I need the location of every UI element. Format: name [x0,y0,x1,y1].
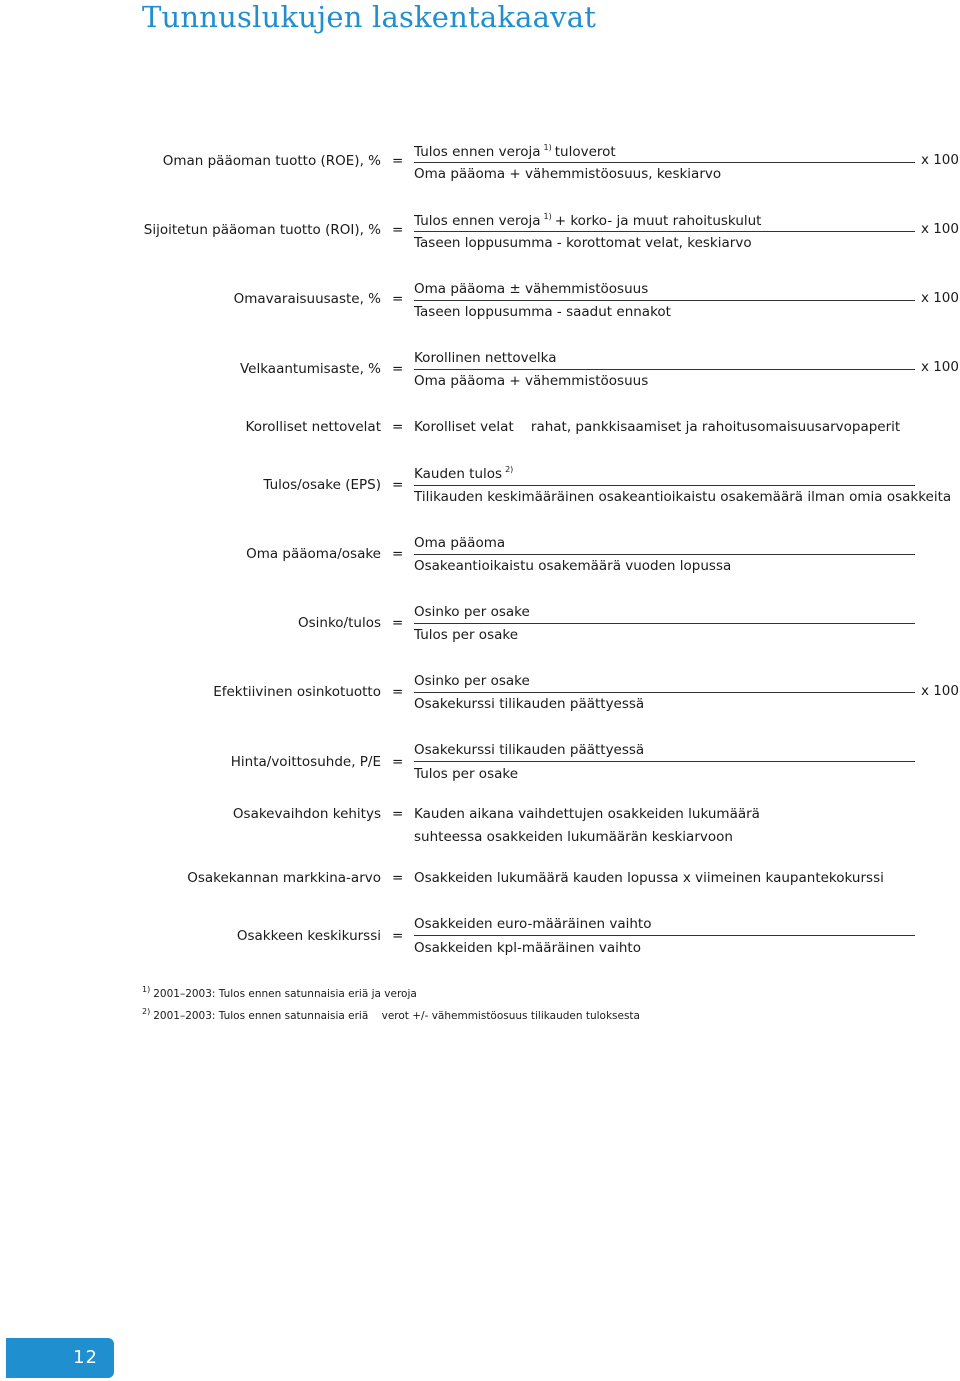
formula-label-gearing: Velkaantumisaste, % [239,361,381,377]
equals-sign: = [392,754,404,770]
formula-label-eps: Tulos/osake (EPS) [263,477,381,493]
equals-sign: = [392,222,404,238]
formula-label-payout: Osinko/tulos [297,615,381,631]
equals-sign: = [392,870,404,886]
formula-label-equity-per-share: Oma pääoma/osake [246,546,381,562]
formula-text-market-cap: Osakkeiden lukumäärä kauden lopussa x viimeinen kaupantekokurssi [414,870,884,886]
formula-label-market-cap: Osakekannan markkina-arvo [187,870,381,886]
multiplier: x 100 [920,683,959,699]
denominator-gearing: Oma pääoma + vähemmistöosuus [414,373,649,389]
equals-sign: = [392,615,404,631]
equals-sign: = [392,806,404,822]
equals-sign: = [392,684,404,700]
denominator-eps: Tilikauden keskimääräinen osakeantioikaistu osakemäärä ilman omia osakkeita [414,489,952,505]
fraction-bar [414,231,915,232]
footnote-text: 2001–2003: Tulos ennen satunnaisia eriä ja veroja [153,988,417,1000]
numerator-average-price: Osakkeiden euro-määräinen vaihto [414,916,652,932]
footnote-text: 2001–2003: Tulos ennen satunnaisia eriä verot +/- vähemmistöosuus tilikauden tuloksesta [153,1010,640,1022]
footnote-mark: 1) [142,985,151,994]
fraction-bar [414,369,915,370]
formula-label-pe: Hinta/voittosuhde, P/E [230,754,381,770]
numerator-gearing: Korollinen nettovelka [414,350,557,366]
denominator-payout: Tulos per osake [414,627,519,643]
numerator-text: + korko- ja muut rahoituskulut [554,213,762,229]
footnote-mark: 2) [142,1007,151,1016]
numerator-roe [414,143,616,160]
fraction-bar [414,554,915,555]
footnote-1 [142,985,417,1000]
formula-label-equity-ratio: Omavaraisuusaste, % [233,291,381,307]
equals-sign: = [392,928,404,944]
numerator-roi [414,212,761,229]
numerator-payout: Osinko per osake [414,604,530,620]
formula-text-net-debt: Korolliset velat rahat, pankkisaamiset ja rahoitusomaisuusarvopaperit [414,419,901,435]
denominator-equity-per-share: Osakeantioikaistu osakemäärä vuoden lopussa [414,558,732,574]
footnote-ref: 1) [543,212,552,221]
numerator-equity-per-share: Oma pääoma [414,535,506,551]
denominator-equity-ratio: Taseen loppusumma - saadut ennakot [414,304,671,320]
multiplier: x 100 [920,152,959,168]
formula-label-dividend-yield: Efektiivinen osinkotuotto [213,684,381,700]
numerator-text: tuloverot [554,144,616,160]
fraction-bar [414,162,915,163]
denominator-roe: Oma pääoma + vähemmistöosuus, keskiarvo [414,166,722,182]
page-number: 12 [73,1347,98,1368]
denominator-roi: Taseen loppusumma - korottomat velat, keskiarvo [414,235,752,251]
formula-label-net-debt: Korolliset nettovelat [245,419,381,435]
multiplier: x 100 [920,290,959,306]
fraction-bar [414,623,915,624]
multiplier: x 100 [920,359,959,375]
formula-label-roe: Oman pääoman tuotto (ROE), % [162,153,381,169]
denominator-average-price: Osakkeiden kpl-määräinen vaihto [414,940,641,956]
footnote-ref: 1) [543,143,552,152]
equals-sign: = [392,361,404,377]
equals-sign: = [392,153,404,169]
page-title: Tunnuslukujen laskentakaavat [142,0,597,34]
formula-label-average-price: Osakkeen keskikurssi [236,928,381,944]
fraction-bar [414,692,915,693]
fraction-bar [414,761,915,762]
equals-sign: = [392,477,404,493]
equals-sign: = [392,291,404,307]
equals-sign: = [392,419,404,435]
denominator-pe: Tulos per osake [414,766,519,782]
formula-label-roi: Sijoitetun pääoman tuotto (ROI), % [143,222,381,238]
numerator-text: Tulos ennen veroja [414,144,541,160]
fraction-bar [414,300,915,301]
formula-label-share-turnover: Osakevaihdon kehitys [232,806,381,822]
page-number-badge [6,1338,114,1378]
fraction-bar [414,935,915,936]
formula-text-share-turnover-line2: suhteessa osakkeiden lukumäärän keskiarvoon [414,829,733,845]
fraction-bar [414,485,915,486]
denominator-dividend-yield: Osakekurssi tilikauden päättyessä [414,696,645,712]
numerator-pe: Osakekurssi tilikauden päättyessä [414,742,645,758]
numerator-text: Tulos ennen veroja [414,213,541,229]
footnote-ref: 2) [505,465,514,474]
footnote-2 [142,1007,640,1022]
multiplier: x 100 [920,221,959,237]
numerator-eps [414,465,516,482]
numerator-text: Kauden tulos [414,466,503,482]
numerator-dividend-yield: Osinko per osake [414,673,530,689]
formula-text-share-turnover: Kauden aikana vaihdettujen osakkeiden lukumäärä [414,806,760,822]
numerator-equity-ratio: Oma pääoma ± vähemmistöosuus [414,281,649,297]
equals-sign: = [392,546,404,562]
